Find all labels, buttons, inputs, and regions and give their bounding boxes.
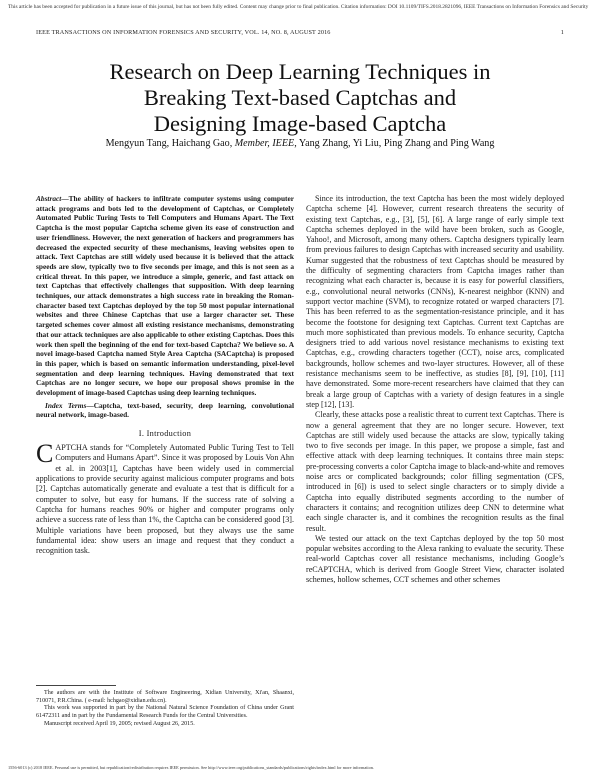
left-column [36,194,294,556]
title-line-2: Breaking Text-based Captchas and [143,85,457,110]
introduction-paragraph [36,439,294,556]
title-line-3: Designing Image-based Captcha [153,111,447,136]
journal-name: IEEE TRANSACTIONS ON INFORMATION FORENSICS AND SECURITY, VOL. 14, NO. 8, AUGUST 2016 [36,29,331,36]
paper-title [40,59,560,137]
footnotes [36,685,294,729]
acceptance-banner: This article has been accepted for publication in a future issue of this journal, but has not been fully edited. Content may change prior to final publication. Citation information: DOI 10.1109/TIFS.2018.2821096, IEEE Transactions on Information Forensics and Security [8,4,589,10]
drop-cap: C [36,439,54,469]
running-header [36,29,564,36]
copyright-footer: 1556-6013 (c) 2018 IEEE. Personal use is permitted, but republication/redistribution requires IEEE permission. See http://www.ieee.org/publications_standards/publications/rights/index.html for more information. [8,765,374,770]
title-line-1: Research on Deep Learning Techniques in [109,59,491,84]
intro-lead-word: APTCHA [55,443,88,453]
index-terms-text: —Captcha, text-based, security, deep learning, convolutional neural network, image-based. [36,400,294,420]
index-terms-label: Index Terms [45,400,87,410]
footnote-manuscript-dates: Manuscript received April 19, 2005; revised August 26, 2015. [44,720,195,727]
footnote-rule [36,685,116,686]
footnote-affiliation: The authors are with the Institute of Software Engineering, Xidian University, Xi'an, Shaanxi, 710071, P.R.China. ( e-mail: hchgao@xidian.edu.cn). [36,690,294,704]
right-paragraph-3: We tested our attack on the text Captchas deployed by the top 50 most popular websites according to the Alexa ranking to evaluate the security. These real-world Captchas cover all resistance mechanisms, including Google’s reCAPTCHA, which is derived from Google Street View, character isolated schemes, hollow schemes, CCT schemes and other schemes [306,533,564,584]
footnote-funding: This work was supported in part by the National Natural Science Foundation of China under Grant 61472311 and in part by the Fundamental Research Funds for the Central Universities. [36,705,294,720]
page-number: 1 [560,29,564,36]
author-list [30,138,570,149]
authors-part-1: Mengyun Tang, Haichang Gao, [105,138,235,149]
index-terms [36,401,294,420]
intro-text: stands for “Completely Automated Public Turing Test to Tell Computers and Humans Apart”. Since it was proposed by Louis Von Ahn et al. in 2003[1], Captchas have been widely used in commercial applications to provide security against malicious computer programs and bots [2]. Captchas automatically generate and evaluate a test that is difficult for a computer to solve, but easy for humans. If the success rate of solving a Captcha for humans reaches 90% or higher and computer programs only achieve a success rate of less than 1%, the Captcha can be considered good [3]. Multiple variations have been proposed, but they always use the same fundamental idea: show users an image and request that they conduct a recognition task. [36,443,294,556]
abstract [36,194,294,398]
abstract-text: —The ability of hackers to infiltrate computer systems using computer attack programs and bots led to the development of Captchas, or Completely Automated Public Turing Tests to Tell Computers and Humans Apart. The Text Captcha is the most popular Captcha scheme given its ease of construction and user friendliness. However, the next generation of hackers and programmers has decreased the expected security of these mechanisms, leaving websites open to attack. Text Captchas are still widely used because it is believed that the attack speeds are slow, typically two to five seconds per image, and this is not seen as a critical threat. In this paper, we introduce a simple, generic, and fast attack on text Captchas that effectively challenges that supposition. With deep learning techniques, our attack demonstrates a high success rate in breaking the Roman-character based text Captchas deployed by the top 50 most popular international websites and three Chinese Captchas that use a larger character set. These targeted schemes cover almost all existing resistance mechanisms, demonstrating that our attack techniques are also applicable to other existing Captchas. Does this work then spell the beginning of the end for text-based Captcha? We believe so. A novel image-based Captcha named Style Area Captcha (SACaptcha) is proposed in this paper, which is based on semantic information understanding, pixel-level segmentation and deep learning techniques. Having demonstrated that text Captchas are no longer secure, we hope our proposal shows promise in the development of image-based Captchas using deep learning techniques. [36,194,294,398]
right-paragraph-1: Since its introduction, the text Captcha has been the most widely deployed Captcha scheme [4]. However, current research threatens the security of existing text Captchas, e.g., [3], [5], [6]. A large range of early simple text Captcha schemes deployed in the wild have been broken, such as Google, Yahoo!, and Microsoft, among many others. Captcha designers typically learn from previous failures to design Captchas with increased security and usability. Kumar suggested that the robustness of text Captchas should be measured by the difficulty of segmenting characters from Captcha images rather than recognizing what each character is, because it is easy for powerful classifiers, e.g., convolutional neural networks (CNNs), K-nearest neighbor (KNN) and support vector machine (SVM), to recognize rotated or warped characters [7]. This has been referred to as the segmentation-resistance principle, and it has become the footstone for designing text Captchas. Current text Captchas are much more sophisticated than previous models. To enhance security, Captcha designers tried to add various novel resistance mechanisms to existing text Captchas, e.g., crowding characters together (CCT), noise arcs, complicated backgrounds, hollow schemes and two-layer structures. However, all of these resistance mechanisms seem to be ineffective, as studies [8], [9], [10], [11] have demonstrated. Some more-recent researchers have claimed that they can break a large group of Captchas with a variety of design features in a single step [12], [13]. [306,194,564,409]
authors-part-2: , Yang Zhang, Yi Liu, Ping Zhang and Ping Wang [294,138,495,149]
abstract-label: Abstract [36,194,62,203]
right-paragraph-2: Clearly, these attacks pose a realistic threat to current text Captchas. There is now a general agreement that they are no longer secure. However, text Captchas are still widely used because the attacks are slow, typically taking two to five seconds per image. In this paper, we propose a simple, fast and effective attack with deep learning techniques. It contains three main steps: pre-processing converts a color Captcha image to black-and-white and removes noise arcs or complicated backgrounds; color filling segmentation (CFS, introduced in [6]) is used to select single characters or to simply divide a Captcha into equally distributed segments according to the number of characters it contains; and recognition utilizes deep CNN to determine what each single character is, and it combines the recognition results as the final result. [306,410,564,533]
section-heading-introduction: I. Introduction [138,429,192,439]
right-column [306,194,564,585]
member-designation: Member, IEEE [234,138,295,149]
